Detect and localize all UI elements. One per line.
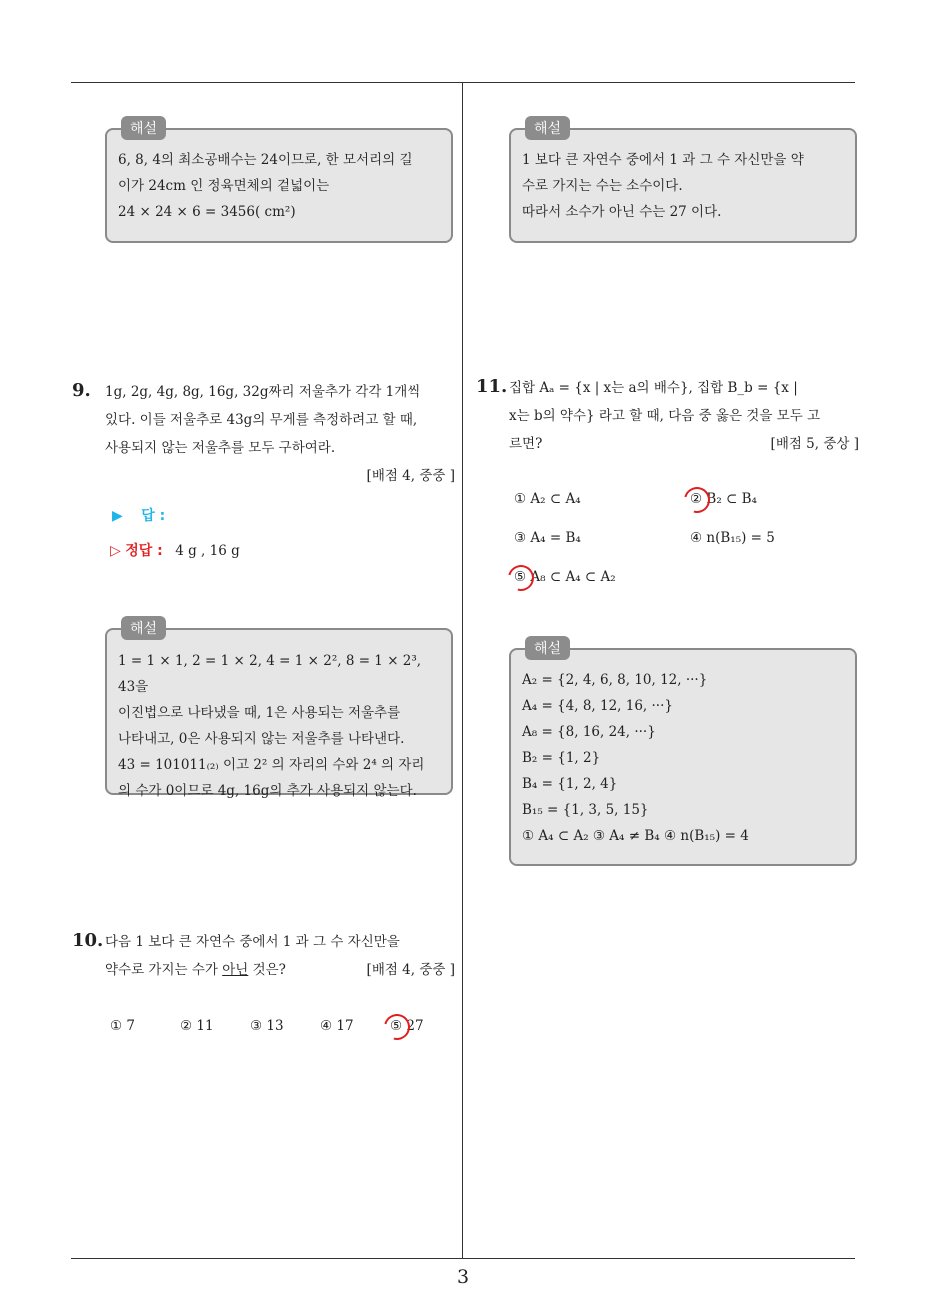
question-line: 집합 Aₐ = {x | x는 a의 배수}, 집합 B_b = {x | bbox=[509, 380, 798, 396]
explanation-line: 나타내고, 0은 사용되지 않는 저울추를 나타낸다. bbox=[118, 731, 405, 747]
question-line: 사용되지 않는 저울추를 모두 구하여라. bbox=[105, 440, 336, 456]
question-score: [배점 5, 중상 ] bbox=[770, 436, 859, 452]
option-4[interactable]: ④ 17 bbox=[320, 1018, 354, 1034]
explanation-box-9 bbox=[105, 621, 453, 799]
explanation-line: B₁₅ = {1, 3, 5, 15} bbox=[522, 802, 649, 818]
question-line: 1g, 2g, 4g, 8g, 16g, 32g짜리 저울추가 각각 1개씩 bbox=[105, 384, 421, 400]
explanation-box-11 bbox=[509, 641, 857, 866]
explanation-line: B₂ = {1, 2} bbox=[522, 750, 601, 766]
bottom-rule bbox=[71, 1258, 855, 1259]
selected-circle-mark: ⑤ bbox=[390, 1018, 403, 1034]
explanation-line: A₈ = {8, 16, 24, ···} bbox=[522, 724, 656, 740]
explanation-line: 이진법으로 나타냈을 때, 1은 사용되는 저울추를 bbox=[118, 705, 401, 721]
answer-arrow-icon: ▶ bbox=[112, 508, 123, 524]
explanation-line: 1 보다 큰 자연수 중에서 1 과 그 수 자신만을 약 bbox=[522, 152, 804, 168]
option-2[interactable]: ② 11 bbox=[180, 1018, 214, 1034]
question-line bbox=[105, 956, 455, 984]
question-10-text bbox=[105, 928, 455, 984]
question-score: [배점 4, 중중 ] bbox=[366, 962, 455, 978]
option-3[interactable]: ③ A₄ = B₄ bbox=[514, 530, 581, 546]
selected-circle-mark: ⑤ bbox=[514, 569, 527, 585]
explanation-line: 43 = 101011₍₂₎ 이고 2² 의 자리의 수와 2⁴ 의 자리 bbox=[118, 757, 425, 773]
correct-label: 정답 : bbox=[125, 543, 163, 559]
explanation-line: A₂ = {2, 4, 6, 8, 10, 12, ···} bbox=[522, 672, 708, 688]
explanation-line: 24 × 24 × 6 = 3456( cm²) bbox=[118, 204, 296, 220]
explanation-line: A₄ = {4, 8, 12, 16, ···} bbox=[522, 698, 673, 714]
selected-circle-mark: ② bbox=[690, 491, 703, 507]
option-1[interactable]: ① 7 bbox=[110, 1018, 135, 1034]
option-3[interactable]: ③ 13 bbox=[250, 1018, 284, 1034]
option-2[interactable] bbox=[690, 491, 757, 507]
explanation-line: ① A₄ ⊂ A₂ ③ A₄ ≠ B₄ ④ n(B₁₅) = 4 bbox=[522, 828, 749, 844]
question-line: x는 b의 약수} 라고 할 때, 다음 중 옳은 것을 모두 고 bbox=[509, 408, 821, 424]
page-number: 3 bbox=[456, 1266, 470, 1288]
correct-value: 4 g , 16 g bbox=[175, 543, 240, 559]
column-divider bbox=[462, 83, 463, 1259]
explanation-tag: 해설 bbox=[525, 116, 570, 140]
question-line: 있다. 이들 저울추로 43g의 무게를 측정하려고 할 때, bbox=[105, 412, 418, 428]
question-11-text bbox=[509, 374, 859, 458]
question-number-10: 10. bbox=[72, 930, 104, 951]
question-line-part: 약수로 가지는 수가 아닌 것은? bbox=[105, 962, 286, 978]
question-number-9: 9. bbox=[72, 380, 91, 401]
option-5[interactable] bbox=[390, 1018, 424, 1034]
explanation-line: 1 = 1 × 1, 2 = 1 × 2, 4 = 1 × 2², 8 = 1 × 2³, 43을 bbox=[118, 653, 422, 695]
explanation-box-10 bbox=[509, 121, 857, 243]
question-9-text bbox=[105, 378, 455, 490]
answer-row bbox=[112, 505, 165, 525]
top-rule bbox=[71, 82, 855, 83]
option-value: B₂ ⊂ B₄ bbox=[706, 491, 757, 507]
explanation-line: 이가 24cm 인 정육면체의 겉넓이는 bbox=[118, 178, 330, 194]
explanation-line: 따라서 소수가 아닌 수는 27 이다. bbox=[522, 204, 722, 220]
question-number-11: 11. bbox=[476, 376, 508, 397]
explanation-line: 수로 가지는 수는 소수이다. bbox=[522, 178, 683, 194]
question-line: 르면? [배점 5, 중상 ] bbox=[509, 430, 859, 458]
explanation-tag: 해설 bbox=[121, 116, 166, 140]
question-line: 다음 1 보다 큰 자연수 중에서 1 과 그 수 자신만을 bbox=[105, 934, 400, 950]
correct-answer-row bbox=[110, 540, 240, 560]
option-value: A₈ ⊂ A₄ ⊂ A₂ bbox=[530, 569, 616, 585]
option-4[interactable]: ④ n(B₁₅) = 5 bbox=[690, 530, 775, 546]
option-5[interactable] bbox=[514, 569, 616, 585]
correct-arrow-icon: ▷ bbox=[110, 543, 121, 559]
answer-label: 답 : bbox=[141, 508, 166, 524]
explanation-line: 의 수가 0이므로 4g, 16g의 추가 사용되지 않는다. bbox=[118, 783, 417, 799]
underlined-word: 아닌 bbox=[222, 962, 249, 978]
explanation-tag: 해설 bbox=[121, 616, 166, 640]
explanation-line: B₄ = {1, 2, 4} bbox=[522, 776, 618, 792]
explanation-box-8 bbox=[105, 121, 453, 243]
explanation-line: 6, 8, 4의 최소공배수는 24이므로, 한 모서리의 길 bbox=[118, 152, 413, 168]
explanation-tag: 해설 bbox=[525, 636, 570, 660]
option-1[interactable]: ① A₂ ⊂ A₄ bbox=[514, 491, 581, 507]
option-value: 27 bbox=[406, 1018, 424, 1034]
question-score: [배점 4, 중중 ] bbox=[366, 468, 455, 484]
